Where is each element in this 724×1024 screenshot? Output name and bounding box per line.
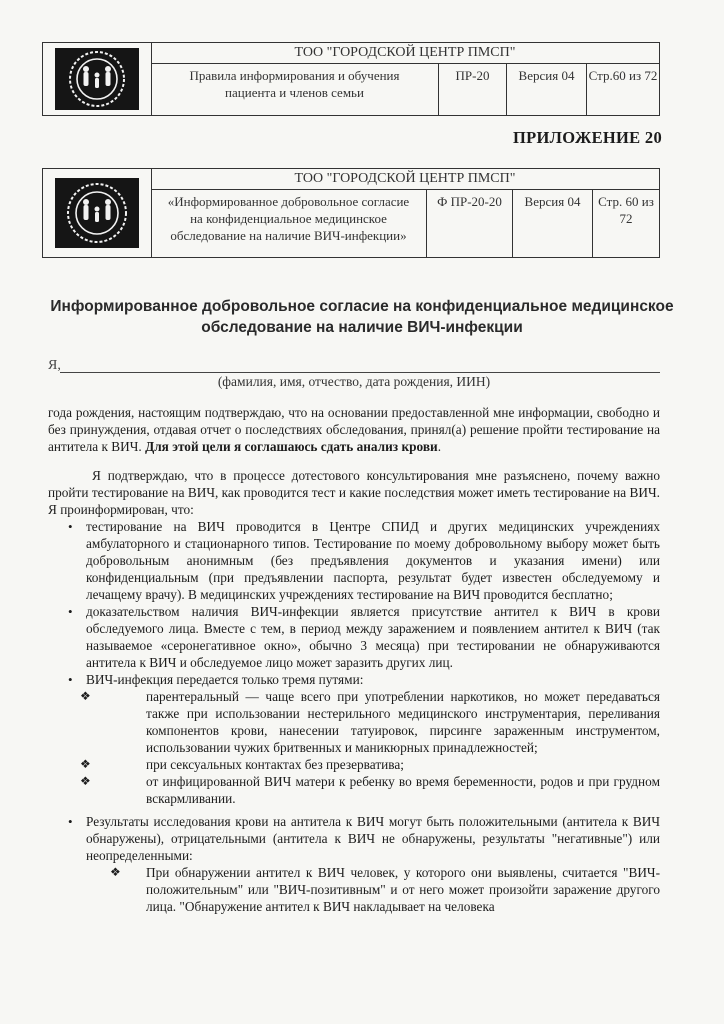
routes-list: [48, 688, 660, 807]
paragraph-1: [48, 404, 660, 455]
info-bullet-list: [48, 518, 660, 915]
version-cell: Версия 04: [513, 189, 593, 257]
bullet-item: [48, 603, 660, 671]
paragraph-1-bold: Для этой цели я соглашаюсь сдать анализ крови: [145, 439, 438, 454]
document-body: [48, 404, 660, 915]
route-item: [48, 756, 660, 773]
bullet-item: [48, 671, 660, 807]
header-table-1: [42, 42, 660, 116]
name-fill-line: [60, 372, 660, 373]
bullet-text: Результаты исследования крови на антитела к ВИЧ могут быть положительными (антитела к ВИЧ обнаружены), отрицательными (антитела к ВИЧ не обнаружены, результаты "негативные") или неопределенными:: [86, 814, 660, 863]
logo-cell: [43, 43, 152, 115]
bullet-text: ВИЧ-инфекция передается только тремя путями:: [86, 672, 364, 687]
header-table-2: [42, 168, 660, 258]
document-title: Информированное добровольное согласие на конфиденциальное медицинское обследование на наличие ВИЧ-инфекции: [50, 298, 674, 336]
logo-cell: [43, 169, 152, 257]
diamond-bullet-icon: ❖: [80, 689, 91, 703]
diamond-bullet-icon: ❖: [80, 757, 91, 771]
name-field-caption: (фамилия, имя, отчество, дата рождения, ИИН): [217, 374, 491, 389]
paragraph-1-end: .: [437, 439, 442, 454]
route-text: при сексуальных контактах без презерватива;: [146, 757, 404, 772]
route-item: [48, 688, 660, 756]
family-emblem-logo-icon: [55, 178, 139, 248]
version-cell: Версия 04: [507, 63, 587, 115]
bullet-text: доказательством наличия ВИЧ-инфекции является присутствие антител к ВИЧ в крови обследуемого лица. Вместе с тем, в период между заражением и появлением антител к ВИЧ (так называемое «серонегативное окно», обычно 3 месяца) при тестировании не обнаруживаются антитела к ВИЧ и обследуемое лицо может заразить других лиц.: [86, 604, 660, 670]
route-text: парентеральный — чаще всего при употреблении наркотиков, но может передаваться также при использовании нестерильного медицинского инструментария, переливания компонентов крови, нанесении татуировок, пирсинге зараженным инструментом, использовании чужих бритвенных и маникюрных принадлежностей;: [146, 689, 660, 755]
paragraph-2: Я подтверждаю, что в процессе дотестового консультирования мне разъяснено, почему важно пройти тестирование на ВИЧ, как проводится тест и какие последствия может иметь тестирование на ВИЧ. Я проинформирован, что:: [48, 468, 660, 517]
diamond-bullet-icon: ❖: [110, 865, 121, 879]
page-cell: Стр. 60 из 72: [598, 194, 654, 226]
route-text: от инфицированной ВИЧ матери к ребенку во время беременности, родов и при грудном вскармливании.: [146, 774, 660, 806]
org-name: ТОО "ГОРОДСКОЙ ЦЕНТР ПМСП": [151, 169, 659, 190]
page-cell: Стр.60 из 72: [588, 68, 658, 83]
result-text: При обнаружении антител к ВИЧ человек, у которого они выявлены, считается "ВИЧ-положительным" или "ВИЧ-позитивным" и от него может произойти заражение другого лица. "Обнаружение антител к ВИЧ накладывает на человека: [146, 865, 660, 914]
doc-code-cell: ПР-20: [439, 63, 507, 115]
result-item: [48, 864, 660, 915]
family-emblem-logo-icon: [55, 48, 139, 110]
doc-title-cell: [151, 189, 427, 257]
appendix-label: ПРИЛОЖЕНИЕ 20: [513, 128, 662, 147]
doc-title: Правила информирования и обучения пациента и членов семьи: [189, 68, 400, 100]
paragraph-1-text: года рождения, настоящим подтверждаю, что на основании предоставленной мне информации, свободно и без принуждения, отдавая отчет о последствиях обследования, принял(а) решение пройти тестирование на антитела к ВИЧ.: [48, 405, 660, 454]
bullet-text: тестирование на ВИЧ проводится в Центре СПИД и других медицинских учреждениях амбулаторного и стационарного типов. Тестирование по моему добровольному выбору может быть добровольным анонимным (без предъявления документов и указания имени) или конфиденциальным (при предъявлении паспорта, результат будет известен обследуемому и лечащему врачу). В медицинских учреждениях тестирование на ВИЧ проводится бесплатно;: [86, 519, 660, 602]
bullet-item: [48, 518, 660, 603]
bullet-item: [48, 813, 660, 915]
ya-label: Я,: [48, 358, 61, 373]
route-item: [48, 773, 660, 807]
diamond-bullet-icon: ❖: [80, 774, 91, 788]
org-name: ТОО "ГОРОДСКОЙ ЦЕНТР ПМСП": [151, 43, 659, 64]
doc-title-cell: [151, 63, 439, 115]
doc-code-cell: Ф ПР-20-20: [427, 189, 513, 257]
doc-title: «Информированное добровольное согласие на конфиденциальное медицинское обследование на наличие ВИЧ-инфекции»: [167, 194, 410, 243]
results-list: [48, 864, 660, 915]
